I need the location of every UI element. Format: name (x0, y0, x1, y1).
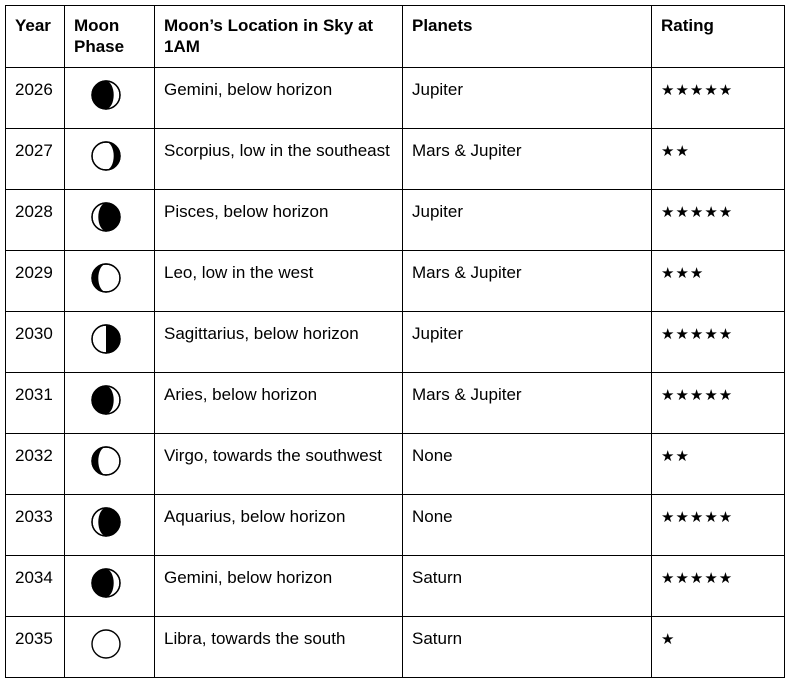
table-row (6, 129, 785, 190)
cell-rating (652, 129, 785, 190)
moon-phase-icon (90, 201, 122, 233)
cell-moon-phase (65, 312, 155, 373)
moon-phase-icon (90, 628, 122, 660)
cell-moon-phase (65, 373, 155, 434)
cell-moon-phase (65, 129, 155, 190)
star-rating: ★★★★★ (661, 508, 734, 526)
cell-moon-phase (65, 617, 155, 678)
star-rating: ★★★★★ (661, 81, 734, 99)
cell-year: 2035 (6, 617, 65, 678)
star-rating: ★★★★★ (661, 569, 734, 587)
cell-moon-location: Aries, below horizon (155, 373, 403, 434)
header-moon-location: Moon’s Location in Sky at 1AM (155, 6, 403, 68)
table-row (6, 556, 785, 617)
table-header-row (6, 6, 785, 68)
cell-moon-phase (65, 434, 155, 495)
cell-planets: None (403, 495, 652, 556)
cell-moon-phase (65, 190, 155, 251)
star-rating: ★★★ (661, 264, 705, 282)
cell-rating (652, 68, 785, 129)
cell-moon-location: Aquarius, below horizon (155, 495, 403, 556)
cell-year: 2032 (6, 434, 65, 495)
table-body (6, 68, 785, 678)
cell-moon-location: Pisces, below horizon (155, 190, 403, 251)
cell-moon-location: Leo, low in the west (155, 251, 403, 312)
table-row (6, 495, 785, 556)
cell-rating (652, 495, 785, 556)
cell-moon-phase (65, 495, 155, 556)
cell-moon-location: Scorpius, low in the southeast (155, 129, 403, 190)
header-moon-phase: Moon Phase (65, 6, 155, 68)
moon-phase-icon (90, 79, 122, 111)
cell-rating (652, 312, 785, 373)
moon-phase-icon (90, 506, 122, 538)
cell-year: 2029 (6, 251, 65, 312)
cell-planets: Saturn (403, 617, 652, 678)
cell-rating (652, 251, 785, 312)
cell-planets: None (403, 434, 652, 495)
cell-planets: Jupiter (403, 190, 652, 251)
header-rating: Rating (652, 6, 785, 68)
cell-moon-phase (65, 68, 155, 129)
cell-planets: Mars & Jupiter (403, 129, 652, 190)
cell-planets: Jupiter (403, 312, 652, 373)
star-rating: ★★★★★ (661, 325, 734, 343)
star-rating: ★★★★★ (661, 203, 734, 221)
table-row (6, 617, 785, 678)
table-row (6, 251, 785, 312)
header-planets: Planets (403, 6, 652, 68)
cell-rating (652, 190, 785, 251)
cell-year: 2034 (6, 556, 65, 617)
moon-phase-icon (90, 445, 122, 477)
cell-planets: Jupiter (403, 68, 652, 129)
star-rating: ★★ (661, 142, 690, 160)
cell-planets: Saturn (403, 556, 652, 617)
moon-phase-icon (90, 567, 122, 599)
table-row (6, 68, 785, 129)
table-row (6, 434, 785, 495)
cell-moon-location: Libra, towards the south (155, 617, 403, 678)
cell-moon-location: Sagittarius, below horizon (155, 312, 403, 373)
table-row (6, 190, 785, 251)
cell-moon-location: Gemini, below horizon (155, 556, 403, 617)
cell-rating (652, 434, 785, 495)
star-rating: ★★★★★ (661, 386, 734, 404)
star-rating: ★★ (661, 447, 690, 465)
moon-phase-icon (90, 384, 122, 416)
cell-moon-location: Gemini, below horizon (155, 68, 403, 129)
moon-phase-icon (90, 140, 122, 172)
cell-rating (652, 617, 785, 678)
cell-rating (652, 556, 785, 617)
cell-year: 2027 (6, 129, 65, 190)
cell-year: 2028 (6, 190, 65, 251)
cell-planets: Mars & Jupiter (403, 373, 652, 434)
cell-moon-phase (65, 251, 155, 312)
cell-year: 2026 (6, 68, 65, 129)
table-row (6, 312, 785, 373)
moon-viewing-table (5, 5, 785, 678)
cell-year: 2033 (6, 495, 65, 556)
cell-planets: Mars & Jupiter (403, 251, 652, 312)
header-year: Year (6, 6, 65, 68)
cell-rating (652, 373, 785, 434)
star-rating: ★ (661, 630, 676, 648)
cell-moon-phase (65, 556, 155, 617)
moon-phase-icon (90, 323, 122, 355)
cell-year: 2030 (6, 312, 65, 373)
table-row (6, 373, 785, 434)
cell-year: 2031 (6, 373, 65, 434)
moon-phase-icon (90, 262, 122, 294)
cell-moon-location: Virgo, towards the southwest (155, 434, 403, 495)
